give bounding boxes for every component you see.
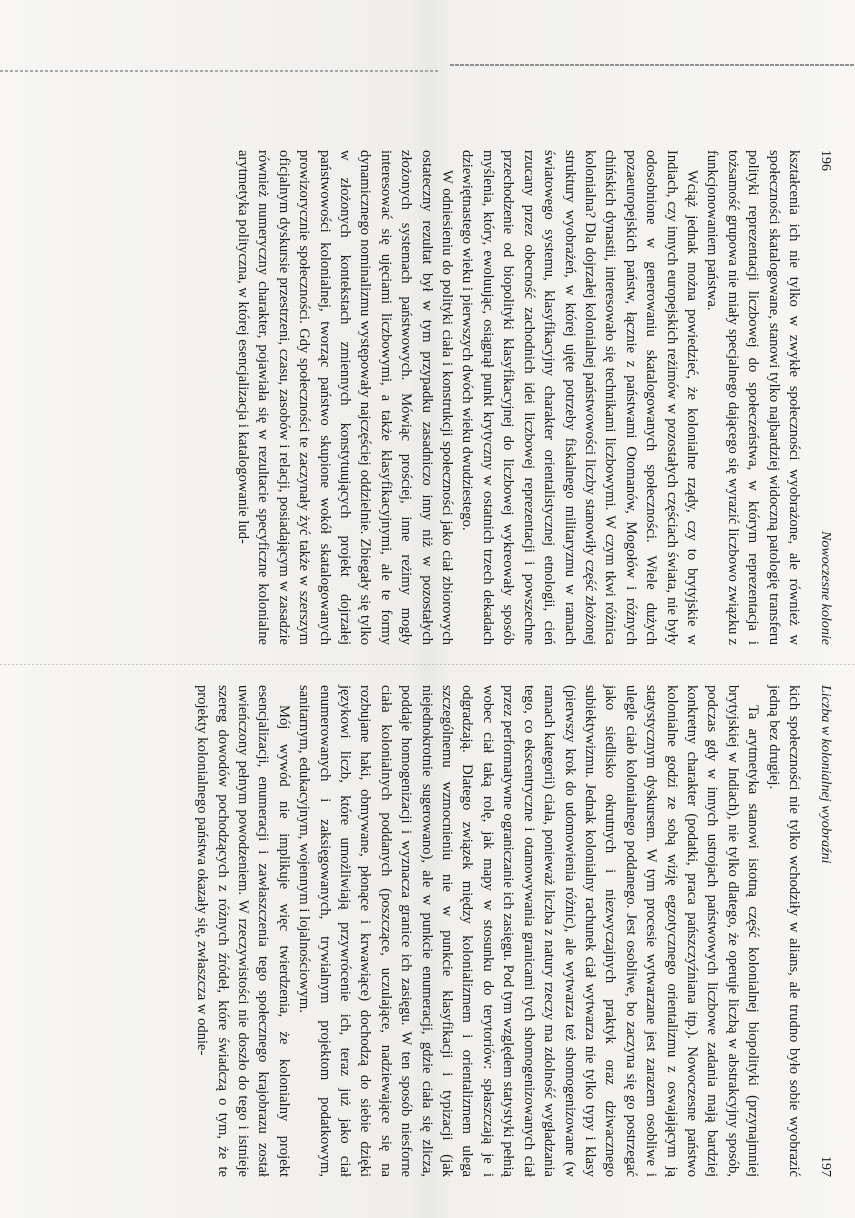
paragraph: kształcenia ich nie tylko w zwykłe społeczności wyobrażone, ale również w społeczności skatalogowane, stanowi tylko najbardziej widoczną patologię transferu polityki reprezentacji liczbowej do społeczeństwa, w którym reprezentacja i tożsamość grupowa nie miały specjalnego dającego się wyrazić liczbowo związku z funkcjonowaniem państwa. bbox=[704, 150, 802, 645]
scan-artifact-line bbox=[0, 70, 440, 72]
running-header bbox=[813, 685, 835, 1177]
page-fold-line bbox=[0, 664, 855, 665]
scan-artifact-line bbox=[450, 64, 855, 66]
page-196 bbox=[233, 150, 835, 645]
running-title: Liczba w kolonialnej wyobraźni bbox=[818, 685, 833, 864]
page-number: 197 bbox=[818, 1156, 833, 1177]
page-number: 196 bbox=[818, 150, 833, 171]
paragraph: kich społeczności nie tylko wchodziły w alians, ale trudno było sobie wyobrazić jedną bez drugiej. bbox=[765, 685, 802, 1177]
paragraph: Wciąż jednak można powiedzieć, że kolonialne rządy, czy to brytyjskie w Indiach, czy innych europejskich reżimów w pozostałych częściach świata, nie były odosobnione w generowaniu skatalogowanych społeczności. Wiele dużych pozaeuropejskich państw, łącznie z państwami Otomanów, Mogołów i różnych chińskich dynastii, interesowało się technikami liczbowymi. W czym tkwi różnica kolonialna? Dla dojrzałej kolonialnej państwowości liczby stanowiły część złożonej struktury wyobrażeń, w której ujęte potrzeby fiskalnego militaryzmu w ramach światowego systemu, klasyfikacyjny charakter orientalistycznej etnologii, cień rzucany przez obecność zachodnich idei liczbowej reprezentacji i powszechne przechodzenie od biopolityki klasyfikacyjnej do liczbowej wykreowały sposób myślenia, który, ewoluując, osiągnął punkt krytyczny w ostatnich trzech dekadach dziewiętnastego wieku i pierwszych dwóch wieku dwudziestego. bbox=[459, 150, 700, 645]
paragraph: Ta arytmetyka stanowi istotną część kolonialnej biopolityki (przynajmniej brytyjskiej w Indiach), nie tylko dlatego, że operuje liczbą w abstrakcyjny sposób, podczas gdy w innych ustrojach państwowych liczbowe zadania mają bardziej konkretny charakter (podatki, praca pańszczyźniana itp.). Nowoczesne państwo kolonialne godzi ze sobą wizję egzotycznego orientalizmu z oswajającym ją statystycznym dyskursem. W tym procesie wytwarzane jest zarazem osobliwe i ulegle ciało kolonialnego poddanego. Jest osobliwe, bo zaczyna się go postrzegać jako siedlisko okrutnych i niezwyczajnych praktyk oraz dziwacznego subiektywizmu. Jednak kolonialny rachunek ciał wytwarza nie tylko typy i klasy (pierwszy krok do udomowienia różnic), ale wytwarza też shomogenizowane (w ramach kategorii) ciała, ponieważ liczba z natury rzeczy ma zdolność wygładzania tego, co ekscentryczne i otamowywania granicami tych shomogenizowanych ciał przez performatywne ograniczanie ich zasięgu. Pod tym względem statystyki pełnią wobec ciał taką rolę, jak mapy w stosunku do terytoriów: spłaszczają je i odgradzają. Dlatego związek między kolonializmem i orientalizmem ulega szczególnemu wzmocnieniu nie w punkcie klasyfikacji i typizacji (jak niejednokrotnie sugerowano), ale w punkcie enumeracji, gdzie ciała się zlicza, poddaje homogenizacji i wyznacza granice ich zasięgu. W ten sposób niesforne ciała kolonialnych poddanych (poszczące, uczulające, nadziewające się na rozbujane haki, obmywane, płonące i krwawiące) dochodzą do siebie dzięki językowi liczb, które umożliwiają przywrócenie ich, teraz już jako ciał enumerowanych i zaksięgowanych, trywialnym projektom podatkowym, sanitarnym, edukacyjnym, wojennym i lojalnościowym. bbox=[296, 685, 762, 1177]
running-title: Nowoczesne kolonie bbox=[818, 531, 833, 645]
running-header bbox=[813, 150, 835, 645]
paragraph: W odniesieniu do polityki ciała i konstrukcji społeczności jako ciał zbiorowych ostateczny rezultat był w tym przypadku zasadniczo inny niż w pozostałych złożonych systemach państwowych. Mówiąc prościej, inne reżimy mogły interesować się ujęciami liczbowymi, a także klasyfikacyjnymi, ale te formy dynamicznego nominalizmu występowały najczęściej oddzielnie. Zbiegały się tylko w złożonych kontekstach zmiennych konstytuujących projekt dojrzałej państwowości kolonialnej, tworząc państwo skupione wokół skatalogowanych prowizorycznie społeczności. Gdy społeczności te zaczynały żyć także w szerszym oficjalnym dyskursie przestrzeni, czasu, zasobów i relacji, posiadającym w zasadzie również numeryczny charakter, pojawiała się w rezultacie specyficzne kolonialne arytmetyka polityczna, w której esencjalizacja i katalogowanie lud- bbox=[235, 150, 456, 645]
paragraph: Mój wywód nie implikuje więc twierdzenia, że kolonialny projekt esencjalizacji, enumeracji i zawłaszczenia tego społecznego krajobrazu został uwieńczony pełnym powodzeniem. W rzeczywistości nie doszło do tego i istnieje szereg dowodów pochodzących z różnych źródeł, które świadczą o tym, że te projekty kolonialnego państwa okazały się, zwłaszcza w odnie- bbox=[194, 685, 292, 1177]
page-197 bbox=[192, 685, 835, 1177]
